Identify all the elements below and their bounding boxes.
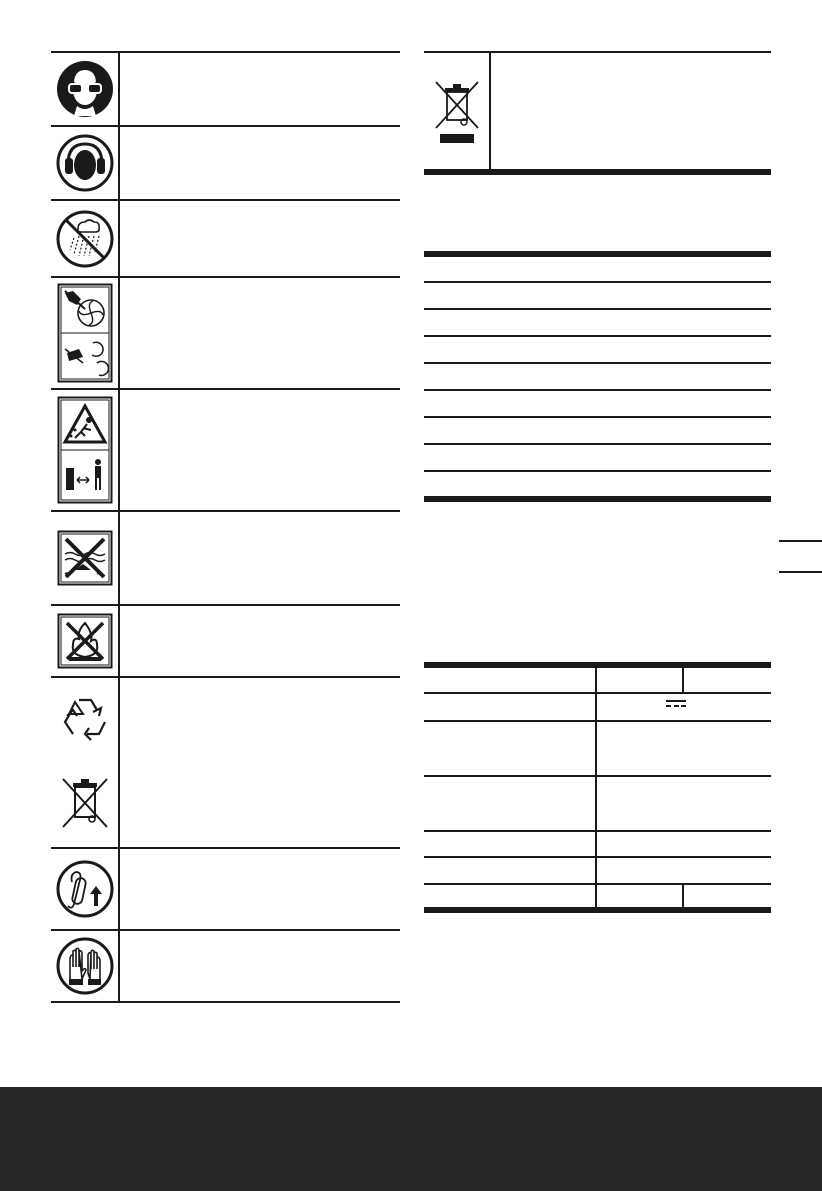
table-row-divider (424, 443, 771, 445)
weee-symbol-box (424, 51, 771, 172)
no-rain-icon (51, 201, 118, 276)
table-row-divider (424, 470, 771, 472)
side-tab-marker (779, 571, 822, 573)
symbol-row-no-rain (51, 199, 400, 276)
table-row-divider (424, 362, 771, 364)
spec-table-2-top-rule (424, 662, 771, 668)
thrown-objects-warning-icon (51, 390, 118, 510)
table-row-divider (424, 775, 771, 777)
no-water-pool-icon (51, 512, 118, 604)
spec-table-2-bottom-rule (424, 907, 771, 913)
symbol-row-fan-blade (51, 276, 400, 388)
weee-box-bottom-rule (424, 169, 771, 175)
table-row-divider (424, 335, 771, 337)
no-fire-icon (51, 606, 118, 676)
table-row-divider (424, 389, 771, 391)
symbol-row-no-fire (51, 604, 400, 676)
symbol-row-recycling (51, 676, 400, 847)
symbol-row-gloves (51, 929, 400, 1003)
ear-protection-icon (51, 127, 118, 199)
table-row-divider (424, 308, 771, 310)
protective-gloves-icon (51, 931, 118, 1001)
table-row-divider (424, 856, 771, 858)
symbol-row-belt (51, 847, 400, 929)
recycle-and-weee-icon (51, 678, 118, 847)
dc-current-icon (666, 700, 686, 708)
recycle-icon (59, 694, 111, 744)
table-column-divider (682, 884, 684, 907)
weee-bin-icon (59, 775, 111, 831)
table-column-divider (595, 668, 597, 907)
symbol-row-goggles (51, 51, 400, 125)
table-column-divider (682, 668, 684, 692)
table-row-divider (424, 830, 771, 832)
fan-blade-and-rotation-icon (51, 278, 118, 388)
crossed-out-bin-icon (424, 53, 489, 172)
table-row-divider (424, 692, 771, 694)
belt-arrow-icon (51, 849, 118, 929)
table-row-divider (424, 720, 771, 722)
table-row-divider (424, 416, 771, 418)
safety-goggles-icon (51, 53, 118, 125)
weee-box-divider (489, 51, 491, 172)
side-tab-marker (779, 540, 822, 542)
symbol-row-ear-protection (51, 125, 400, 199)
spec-table-1-bottom-rule (424, 496, 771, 502)
symbol-row-no-water (51, 510, 400, 604)
table-row-divider (424, 281, 771, 283)
symbol-row-thrown-objects (51, 388, 400, 510)
spec-table-1-top-rule (424, 251, 771, 257)
table-row-divider (424, 883, 771, 885)
page-footer-band (0, 1087, 822, 1191)
